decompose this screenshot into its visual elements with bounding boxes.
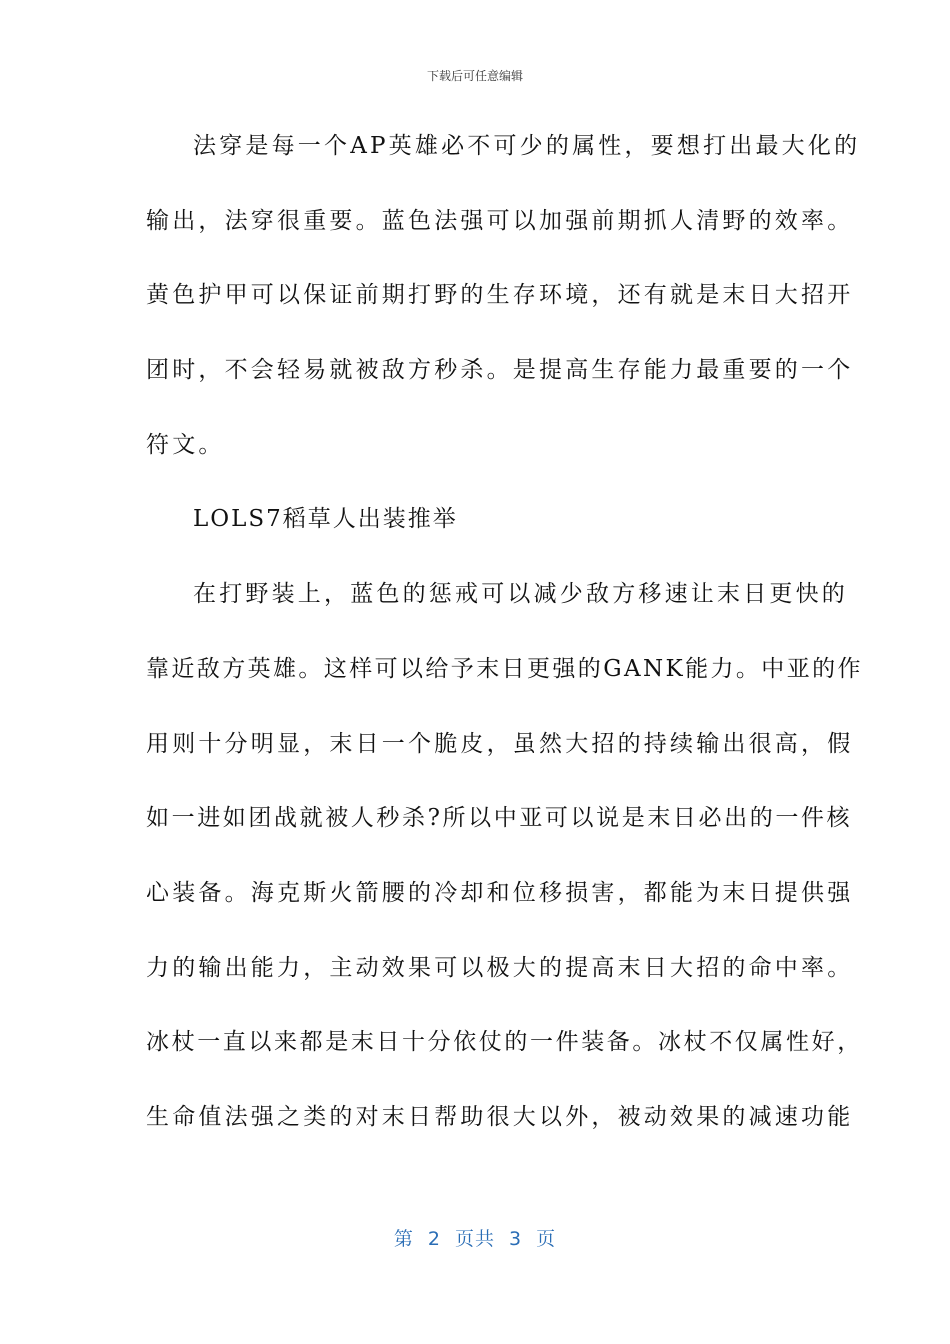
header-note: 下载后可任意编辑 (426, 69, 523, 83)
total-pages-number: 3 (509, 1228, 523, 1250)
page-footer (0, 1224, 950, 1251)
page-label-suffix: 页 (536, 1228, 557, 1250)
current-page-number: 2 (427, 1228, 441, 1250)
text-line: 生命值法强之类的对末日帮助很大以外，被动效果的减速功能 (146, 1103, 854, 1130)
text-line: 心装备。海克斯火箭腰的冷却和位移损害，都能为末日提供强 (146, 879, 854, 906)
text-line: 在打野装上，蓝色的惩戒可以减少敌方移速让末日更快的 (193, 581, 848, 608)
text-line: 团时，不会轻易就被敌方秒杀。是提高生存能力最重要的一个 (146, 357, 854, 384)
text-line: 黄色护甲可以保证前期打野的生存环境，还有就是末日大招开 (146, 282, 854, 309)
text-line: 法穿是每一个AP英雄必不可少的属性，要想打出最大化的 (193, 133, 861, 159)
page-label-mid: 页共 (454, 1228, 495, 1250)
document-body (146, 124, 863, 1170)
text-line: 靠近敌方英雄。这样可以给予末日更强的GANK能力。中亚的作 (146, 655, 863, 682)
text-line: 力的输出能力，主动效果可以极大的提高末日大招的命中率。 (146, 954, 854, 981)
text-line: 如一进如团战就被人秒杀?所以中亚可以说是末日必出的一件核 (146, 805, 853, 832)
section-heading: LOLS7稻草人出装推举 (193, 506, 458, 533)
page-label-prefix: 第 (393, 1228, 414, 1250)
text-line: 冰杖一直以来都是末日十分依仗的一件装备。冰杖不仅属性好， (146, 1029, 863, 1056)
text-line: 输出，法穿很重要。蓝色法强可以加强前期抓人清野的效率。 (146, 207, 854, 234)
text-line: 符文。 (146, 431, 225, 458)
text-line: 用则十分明显，末日一个脆皮，虽然大招的持续输出很高，假 (146, 730, 854, 757)
